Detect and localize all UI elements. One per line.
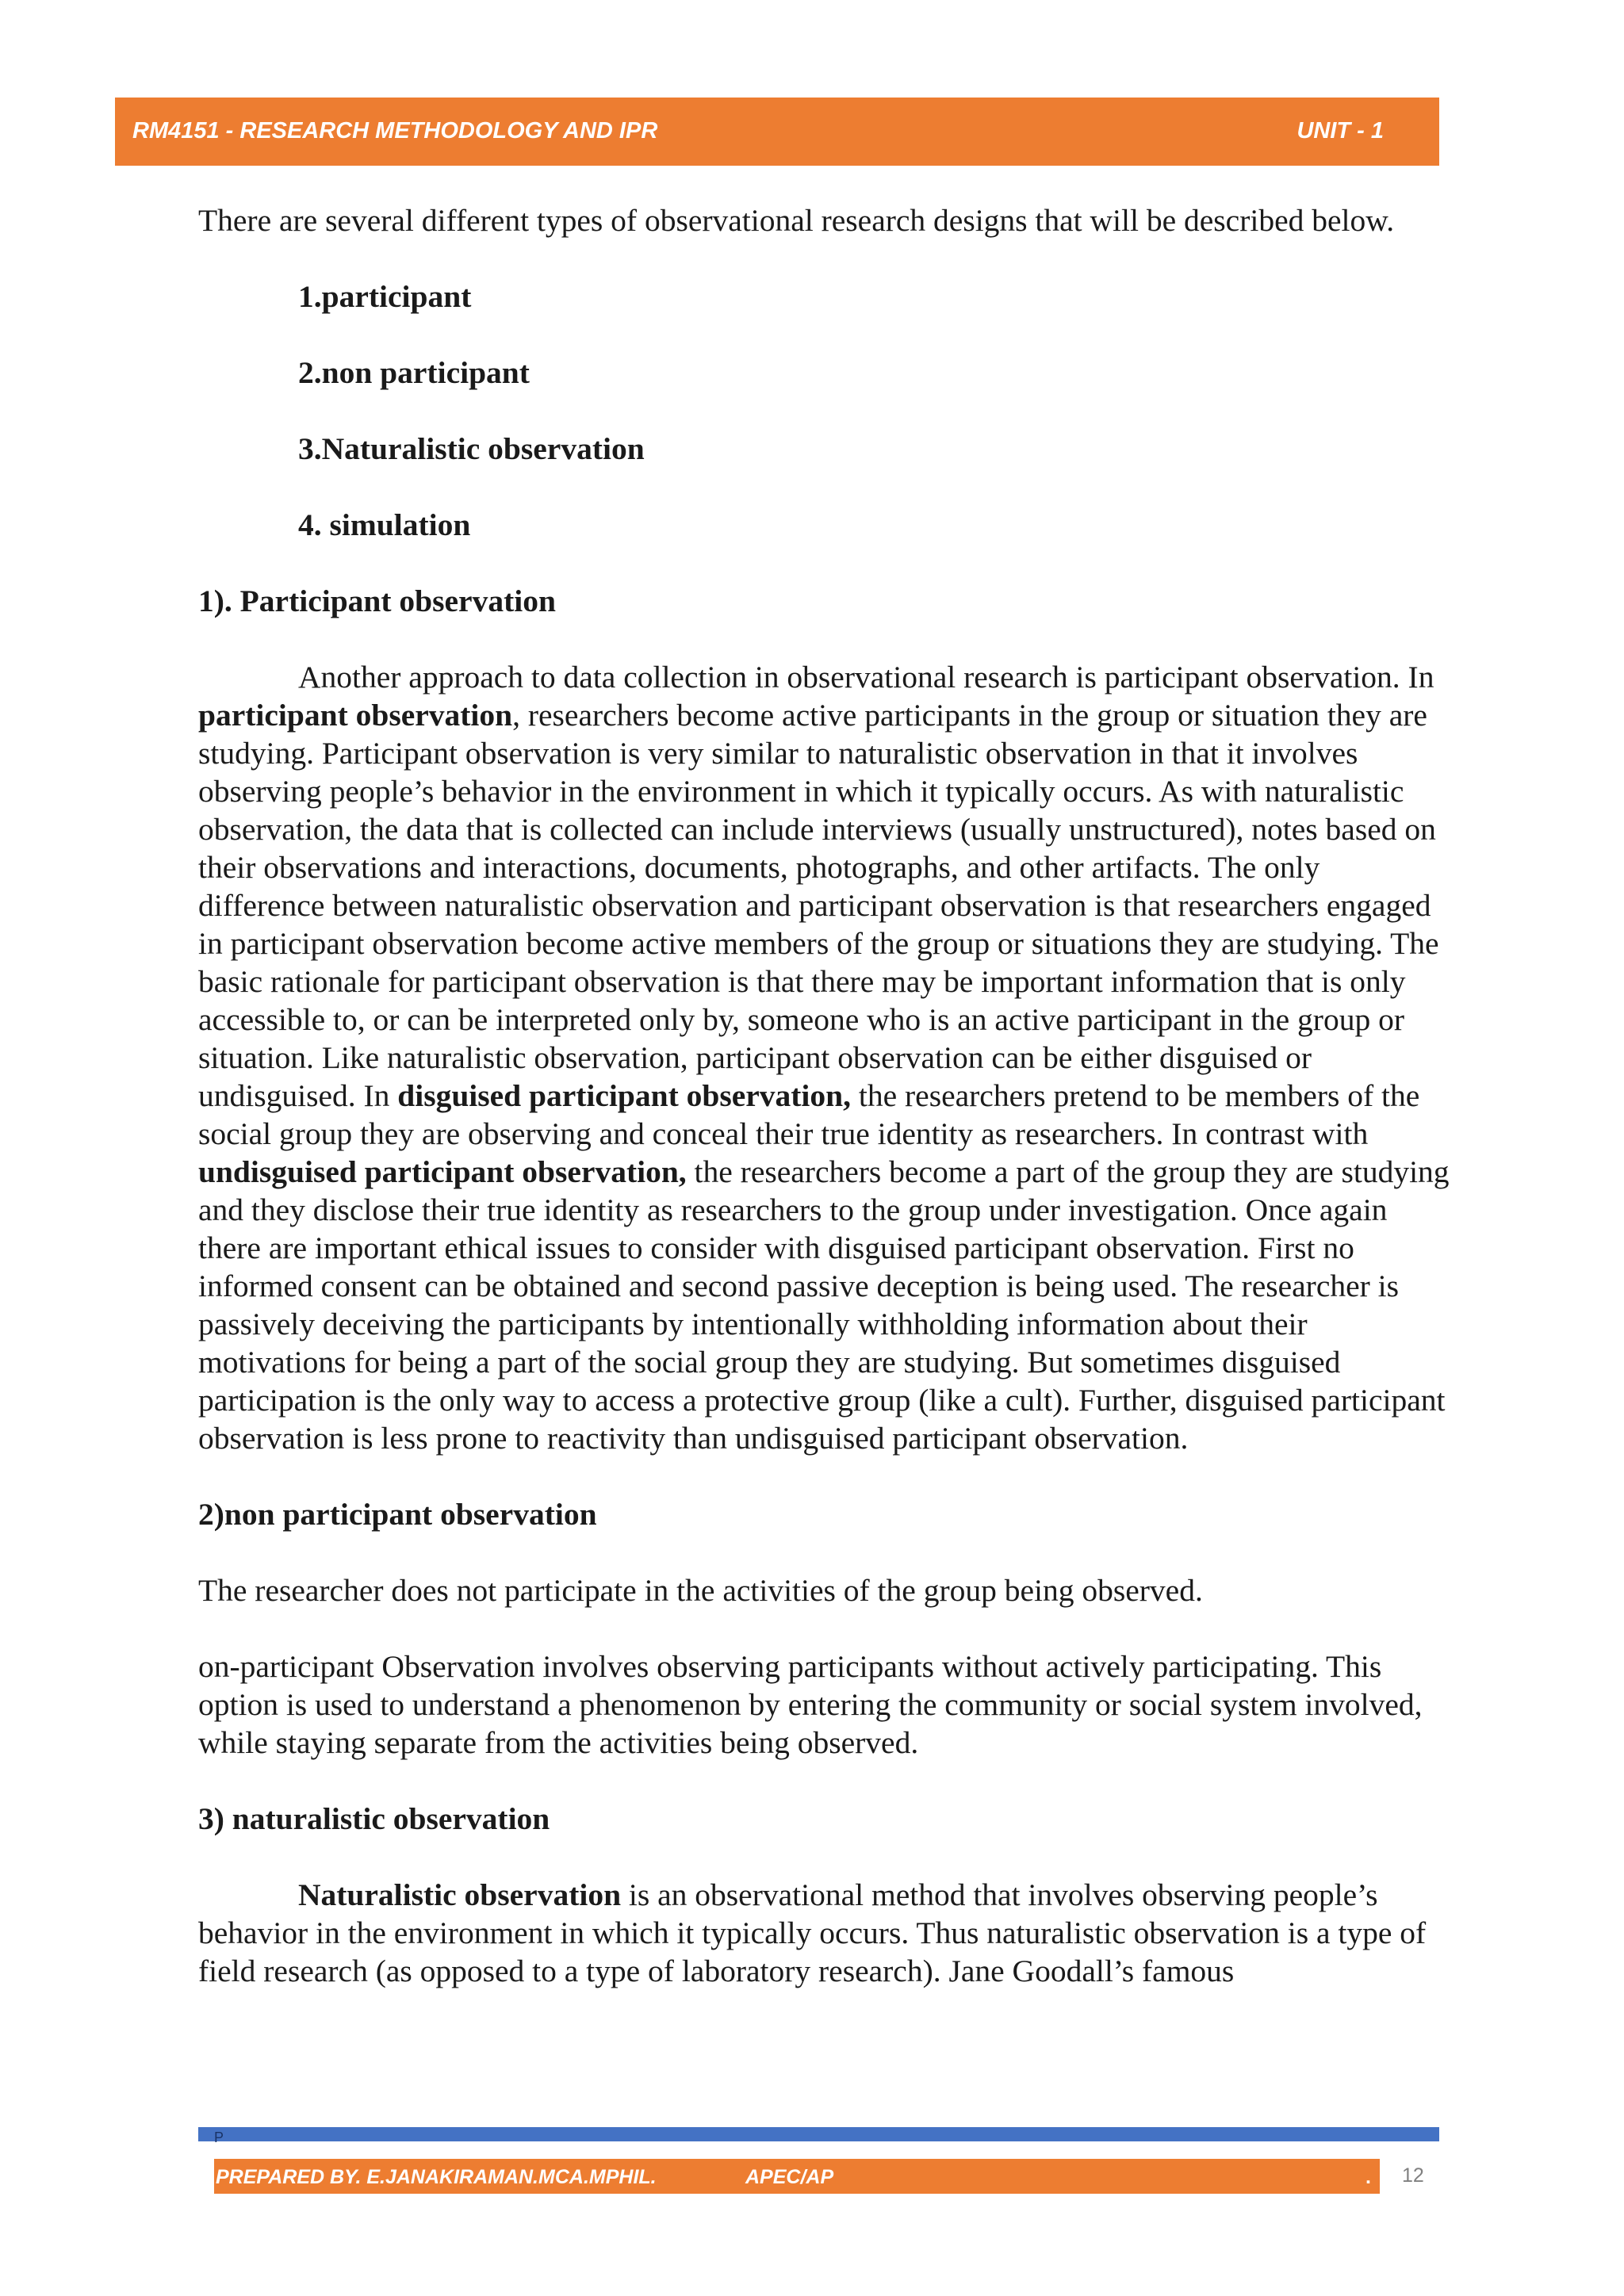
term-participant-observation: participant observation — [198, 698, 513, 733]
term-disguised: disguised participant observation, — [397, 1078, 851, 1113]
non-participant-paragraph-1: The researcher does not participate in the activities of the group being observed. — [198, 1573, 1203, 1608]
document-body — [198, 201, 1451, 1990]
intro-paragraph: There are several different types of observational research designs that will be described below. — [198, 203, 1395, 238]
page-number: 12 — [1402, 2164, 1424, 2187]
type-item-1: 1.participant — [298, 279, 472, 314]
footer-rule — [198, 2127, 1439, 2145]
type-item-3: 3.Naturalistic observation — [298, 431, 645, 466]
term-naturalistic-observation: Naturalistic observation — [298, 1877, 622, 1912]
footer-dot: . — [1365, 2166, 1371, 2188]
naturalistic-paragraph: Naturalistic observation is an observational method that involves observing people’s behavior in the environment in which it typically occurs. Thus naturalistic observation is a type of field research (as opposed to a type of laboratory research). Jane Goodall’s famous — [198, 1877, 1427, 1988]
footer-mark: P — [214, 2130, 224, 2145]
section-heading-participant: 1). Participant observation — [198, 584, 556, 618]
page-footer — [214, 2159, 1380, 2194]
term-undisguised: undisguised participant observation, — [198, 1154, 687, 1189]
non-participant-paragraph-2: on-participant Observation involves observing participants without actively participating. This option is used to understand a phenomenon by entering the community or social system involved, while staying separate from the activities being observed. — [198, 1649, 1423, 1760]
unit-label: UNIT - 1 — [1297, 118, 1384, 144]
section-heading-naturalistic: 3) naturalistic observation — [198, 1801, 550, 1836]
type-item-4: 4. simulation — [298, 507, 471, 542]
type-item-2: 2.non participant — [298, 355, 530, 390]
section-heading-non-participant: 2)non participant observation — [198, 1497, 597, 1532]
page-header — [115, 98, 1439, 166]
participant-paragraph: Another approach to data collection in observational research is participant observation. In participant observation, researchers become active participants in the group or situation they are studying. Participant observation is very similar to naturalistic observation in that it involves observing people’s behavior in the environment in which it typically occurs. As with naturalistic observation, the data that is collected can include interviews (usually unstructured), notes based on their observations and interactions, documents, photographs, and other artifacts. The only difference between naturalistic observation and participant observation is that researchers engaged in participant observation become active members of the group or situations they are studying. The basic rationale for participant observation is that there may be important information that is only accessible to, or can be interpreted only by, someone who is an active participant in the group or situation. Like naturalistic observation, participant observation can be either disguised or undisguised. In disguised participant observation, the researchers pretend to be members of the social group they are observing and conceal their true identity as researchers. In contrast with undisguised participant observation, the researchers become a part of the group they are studying and they disclose their true identity as researchers to the group under investigation. Once again there are important ethical issues to consider with disguised participant observation. First no informed consent can be obtained and second passive deception is being used. The researcher is passively deceiving the participants by intentionally withholding information about their motivations for being a part of the social group they are studying. But sometimes disguised participation is the only way to access a protective group (like a cult). Further, disguised participant observation is less prone to reactivity than undisguised participant observation. — [198, 660, 1450, 1456]
prepared-by: PREPARED BY. E.JANAKIRAMAN.MCA.MPHIL. — [216, 2166, 657, 2188]
course-title: RM4151 - RESEARCH METHODOLOGY AND IPR — [132, 118, 658, 144]
institution-label: APEC/AP — [745, 2166, 834, 2188]
